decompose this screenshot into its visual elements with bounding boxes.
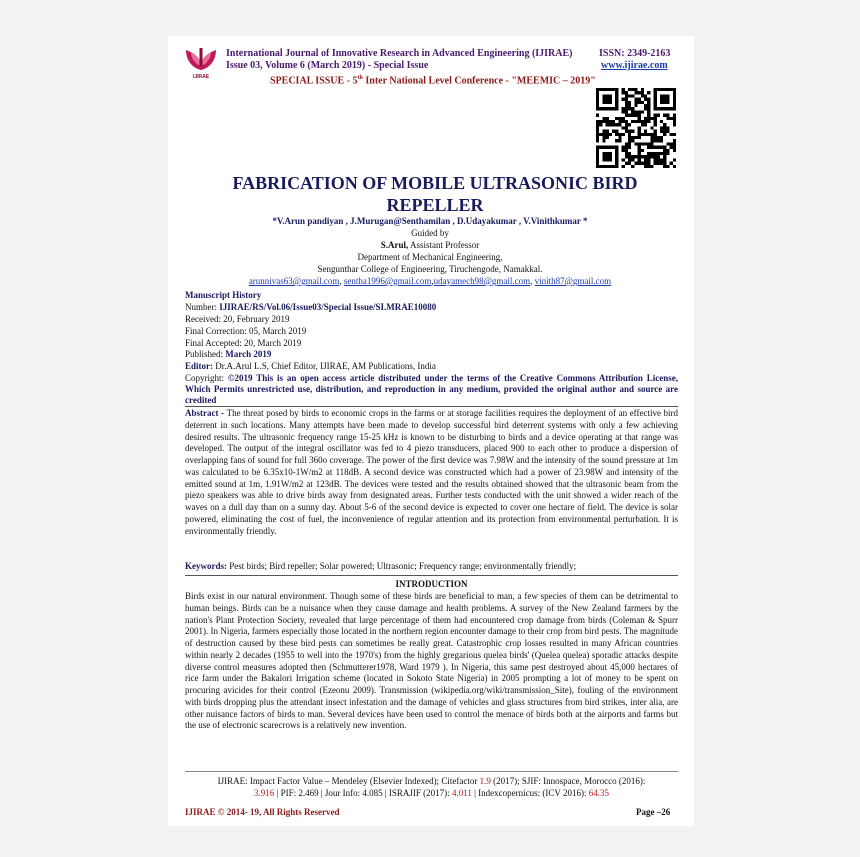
email-list: arunnivas63@gmail.com, sentha1996@gmail.com,udayamech98@gmail.com, vinith87@gmail.com <box>248 276 612 286</box>
manuscript-number <box>185 302 436 314</box>
keywords <box>185 561 576 573</box>
authors: *V.Arun pandiyan , J.Murugan@Senthamilan , D.Udayakumar , V.Vinithkumar * <box>272 216 588 226</box>
impact-text: | Indexcopernicus: (ICV 2016): <box>471 788 589 798</box>
department: Department of Mechanical Engineering, <box>357 252 503 262</box>
manuscript-heading: Manuscript History <box>185 290 262 300</box>
copyright-notice <box>185 373 678 406</box>
website-link[interactable]: www.ijirae.com <box>601 60 668 71</box>
guided-by: Guided by <box>411 228 449 238</box>
number-label: Number: <box>185 302 220 312</box>
abstract <box>185 408 678 537</box>
keywords-text: Pest birds; Bird repeller; Solar powered; Ultrasonic; Frequency range; environmentally friendly; <box>229 561 577 571</box>
guide-name: S.Arul, <box>380 240 409 250</box>
divider <box>185 575 678 576</box>
final-accepted-date: Final Accepted: 20, March 2019 <box>185 338 302 348</box>
citefactor-value: 1.9 <box>479 776 491 786</box>
keywords-label: Keywords: <box>185 561 230 571</box>
icv-value: 64.35 <box>588 788 609 798</box>
issue-line: Issue 03, Volume 6 (March 2019) - Special Issue <box>226 60 429 71</box>
paper-title-line1: FABRICATION OF MOBILE ULTRASONIC BIRD <box>232 173 638 193</box>
editor-label: Editor: <box>185 361 216 371</box>
divider <box>185 406 678 407</box>
college: Sengunthar College of Engineering, Tiruchengode, Namakkal. <box>317 264 543 274</box>
published-label: Published: <box>185 349 226 359</box>
introduction-heading: INTRODUCTION <box>395 579 468 589</box>
copyright-value: ©2019 This is an open access article distributed under the terms of the Creative Commons Attribution License, Which Permits unrestricted use, distribution, and reproduction in any medium, provided the original author and source are credited <box>185 373 678 405</box>
sjif-value: 3.916 <box>254 788 275 798</box>
impact-text: | PIF: 2.469 | Jour Info: 4.085 | ISRAJIF (2017): <box>274 788 452 798</box>
editor-value: Dr.A.Arul L.S, Chief Editor, IJIRAE, AM Publications, India <box>215 361 436 371</box>
published-date <box>185 349 271 361</box>
special-issue-post: Inter National Level Conference - "MEEMIC – 2019" <box>362 75 596 87</box>
abstract-text: The threat posed by birds to economic crops in the farms or at storage facilities requires the deployment of an effective bird deterrent in such locations. Many attempts have been made to develop successful bird deterrent systems with only a few achieving desired results. The ultrasonic frequency range 15-25 kHz is known to be disturbing to birds and a device operating at that range was developed. The output of the integral oscillator was fed to 4 piezo transducers, placed 900 to each other to produce a dispersion of overlapping fans of sound for full 360o coverage. The power of the first device was 7.98W and the intensity of the sound pressure at 1m was calculated to be 6.35x10-1W/m2 at 118dB. A second device was constructed which had a power of 23.98W and intensity of the emitted sound at 1m, 1.91W/m2 at 123dB. The devices were tested and the results obtained showed that the ultrasonic beam from the piezo speakers was able to drive birds away from designated areas. Further tests conducted with the unit showed a wider reach of the waves on a dull day than on a sunny day. About 5-6 of the second device is expected to cover one hectare of field. The device is solar powered, eliminating the cost of fuel, the inconvenience of regular attention and its protection from environmental perturbation. It is environmentally friendly. <box>185 408 678 536</box>
editor <box>185 361 436 373</box>
introduction-text: Birds exist in our natural environment. Though some of these birds are beneficial to man, a few species of them can be detrimental to human beings. Birds can be a nuisance when they cause damage and health problems. A survey of the New Zealand farmers by the nation's Plant Protection Society, revealed that large percentage of them had encountered crop damage from birds (Coleman & Spurr 2001). In Nigeria, farmers especially those located in the northern region encounter damage to their crop from bird pests. The magnitude of destruction caused by these bird pests can sometimes be really great. Catastrophic crop losses resulted in many African countries within nearly 2 decades (1955 to well into the 1970's) from the highly gregarious quelea birds' (Quelea quelea) sporadic attacks despite diverse control measures adopted then (Schmutterer1978, Ward 1979 ). In Nigeria, this same pest destroyed about 45,000 hectares of rice farm under the Bakalori Irrigation scheme (located in Sokoto State Nigeria) in 2005 prompting a lot of money to be spent on procuring avicides for their control (Ezeonu 2009). Transmission (wikipedia.org/wiki/transmission_Site), fouling of the environment with birds dropping plus the attendant insect infestation and the damage of vehicles and glass structures from bird strikes, inter alia, are other nuisance factors of birds to man. Several devices have been used to control the menace of birds both at the airports and farms but the use of electronic scarecrows is a relatively new invention. <box>185 591 678 731</box>
email-link[interactable]: arunnivas63@gmail.com <box>248 276 340 286</box>
special-issue-line <box>270 72 596 87</box>
paper-title-line2: REPELLER <box>386 195 484 215</box>
email-link[interactable]: vinith87@gmail.com <box>534 276 612 286</box>
issn: ISSN: 2349-2163 <box>599 48 671 59</box>
page-number: Page –26 <box>636 807 671 817</box>
special-issue-sup: th <box>357 75 363 81</box>
impact-text: (2017); SJIF: Innospace, Morocco (2016): <box>490 776 646 786</box>
guide-role: Assistant Professor <box>408 240 480 250</box>
number-value: IJIRAE/RS/Vol.06/Issue03/Special Issue/SI.MRAE10080 <box>219 302 437 312</box>
abstract-label: Abstract - <box>185 408 227 418</box>
copyright-label: Copyright: <box>185 373 228 383</box>
journal-name: International Journal of Innovative Research in Advanced Engineering (IJIRAE) <box>226 48 573 59</box>
footer-copyright: IJIRAE © 2014- 19, All Rights Reserved <box>185 807 340 817</box>
special-issue-pre: SPECIAL ISSUE - 5 <box>270 75 358 87</box>
received-date: Received: 20, February 2019 <box>185 314 290 324</box>
published-value: March 2019 <box>225 349 272 359</box>
divider <box>185 771 678 772</box>
email-link[interactable]: sentha1996@gmail.com <box>343 276 432 286</box>
email-link[interactable]: udayamech98@gmail.com <box>433 276 531 286</box>
impact-factors <box>185 775 678 799</box>
logo-text: IJIRAE <box>192 74 210 80</box>
impact-text: IJIRAE: Impact Factor Value – Mendeley (Elsevier Indexed); Citefactor <box>217 776 480 786</box>
final-correction-date: Final Correction: 05, March 2019 <box>185 326 307 336</box>
qr-code <box>596 88 676 168</box>
journal-logo <box>182 42 220 80</box>
guide <box>170 239 690 251</box>
israjif-value: 4.011 <box>451 788 472 798</box>
